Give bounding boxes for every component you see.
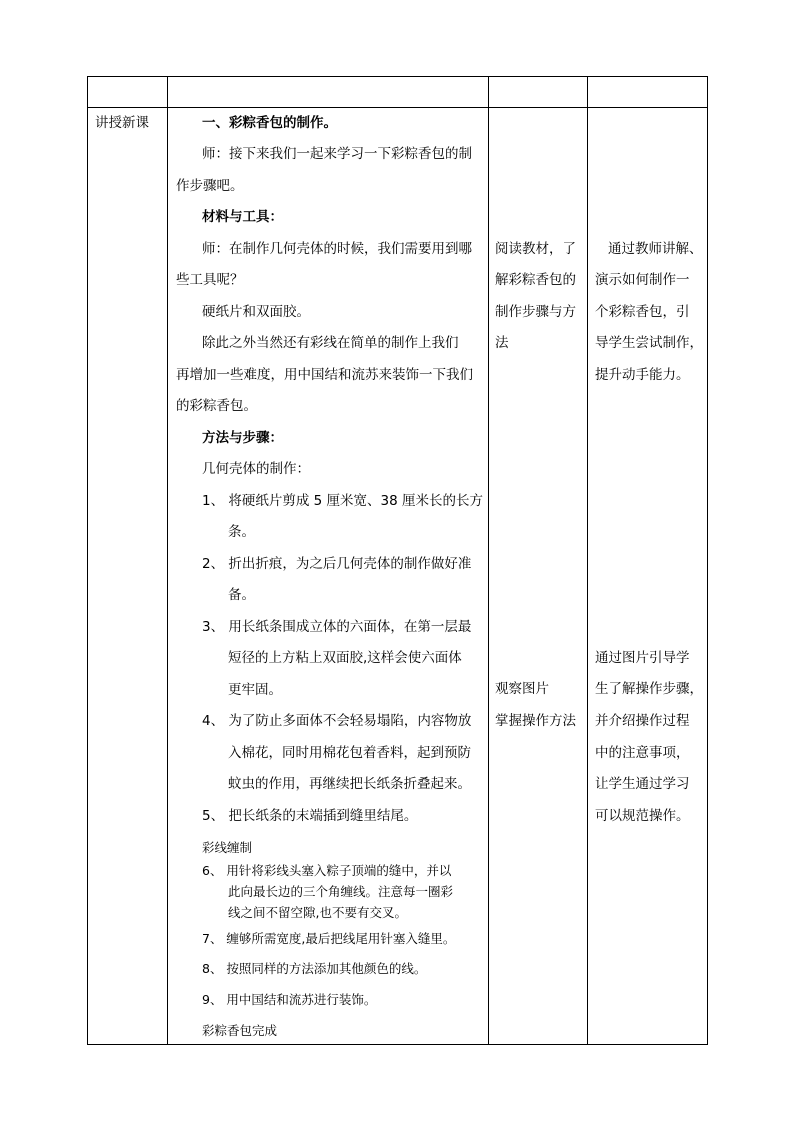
content-line: 些工具呢？: [176, 272, 244, 288]
student-line: 法: [495, 335, 509, 351]
step-line: 线之间不留空隙,也不要有交叉。: [228, 905, 407, 920]
student-line: 解彩粽香包的: [495, 272, 576, 288]
student-line: 掌握操作方法: [495, 713, 576, 729]
content-line: 的彩粽香包。: [176, 398, 257, 414]
step-line: 3、 用长纸条围成立体的六面体，在第一层最: [202, 619, 472, 635]
step-line: 更牢固。: [228, 682, 282, 698]
section-label-cell: [88, 108, 168, 1045]
design-line: 通过教师讲解、: [608, 241, 703, 257]
table-header-row: [88, 77, 708, 108]
step-line: 短径的上方粘上双面胶,这样会使六面体: [228, 650, 462, 666]
design-line: 导学生尝试制作，: [595, 335, 703, 351]
content-heading: 一、彩粽香包的制作。: [202, 115, 337, 131]
header-cell-4: [588, 77, 708, 108]
section-label: 讲授新课: [95, 115, 149, 131]
step-line: 蚊虫的作用，再继续把长纸条折叠起来。: [228, 776, 471, 792]
design-line: 可以规范操作。: [595, 808, 690, 824]
methods-title: 方法与步骤：: [202, 430, 283, 446]
lesson-plan-table: [87, 76, 708, 1045]
design-intent-cell: [588, 108, 708, 1045]
step-line: 7、 缠够所需宽度,最后把线尾用针塞入缝里。: [202, 931, 456, 946]
student-line: 阅读教材，了: [495, 241, 576, 257]
step-line: 2、 折出折痕，为之后几何壳体的制作做好准: [202, 556, 472, 572]
subheading: 彩线缠制: [202, 840, 253, 855]
step-line: 5、 把长纸条的末端插到缝里结尾。: [202, 808, 418, 824]
design-line: 演示如何制作一: [595, 272, 690, 288]
content-line: 师：在制作几何壳体的时候，我们需要用到哪: [202, 241, 472, 257]
design-line: 生了解操作步骤，: [595, 681, 703, 697]
teaching-content-cell: [168, 108, 489, 1045]
step-line: 9、 用中国结和流苏进行装饰。: [202, 992, 377, 1007]
step-line: 4、 为了防止多面体不会轻易塌陷，内容物放: [202, 713, 472, 729]
design-line: 让学生通过学习: [595, 776, 690, 792]
step-line: 8、 按照同样的方法添加其他颜色的线。: [202, 961, 427, 976]
content-line: 师：接下来我们一起来学习一下彩粽香包的制: [202, 146, 472, 162]
header-cell-1: [88, 77, 168, 108]
student-activity-cell: [489, 108, 588, 1045]
design-line: 提升动手能力。: [595, 367, 690, 383]
content-line: 再增加一些难度，用中国结和流苏来装饰一下我们: [176, 367, 473, 383]
step-line: 备。: [228, 587, 255, 603]
design-line: 通过图片引导学: [595, 650, 690, 666]
design-line: 并介绍操作过程: [595, 713, 690, 729]
header-cell-2: [168, 77, 489, 108]
design-line: 个彩粽香包，引: [595, 304, 690, 320]
step-line: 条。: [228, 524, 255, 540]
content-line: 除此之外当然还有彩线在简单的制作上我们: [202, 335, 459, 351]
student-line: 制作步骤与方: [495, 304, 576, 320]
step-line: 6、 用针将彩线头塞入粽子顶端的缝中，并以: [202, 863, 452, 878]
student-line: 观察图片: [495, 681, 549, 697]
content-line: 作步骤吧。: [176, 178, 244, 194]
completion-line: 彩粽香包完成: [202, 1023, 278, 1038]
step-line: 入棉花，同时用棉花包着香料，起到预防: [228, 745, 471, 761]
materials-title: 材料与工具：: [202, 209, 283, 225]
step-line: 1、 将硬纸片剪成 5 厘米宽、38 厘米长的长方: [202, 493, 484, 509]
subheading: 几何壳体的制作：: [202, 461, 310, 477]
table-body-row: [88, 108, 708, 1045]
content-line: 硬纸片和双面胶。: [202, 304, 310, 320]
design-line: 中的注意事项，: [595, 745, 690, 761]
header-cell-3: [489, 77, 588, 108]
step-line: 此向最长边的三个角缠线。注意每一圈彩: [228, 884, 454, 899]
